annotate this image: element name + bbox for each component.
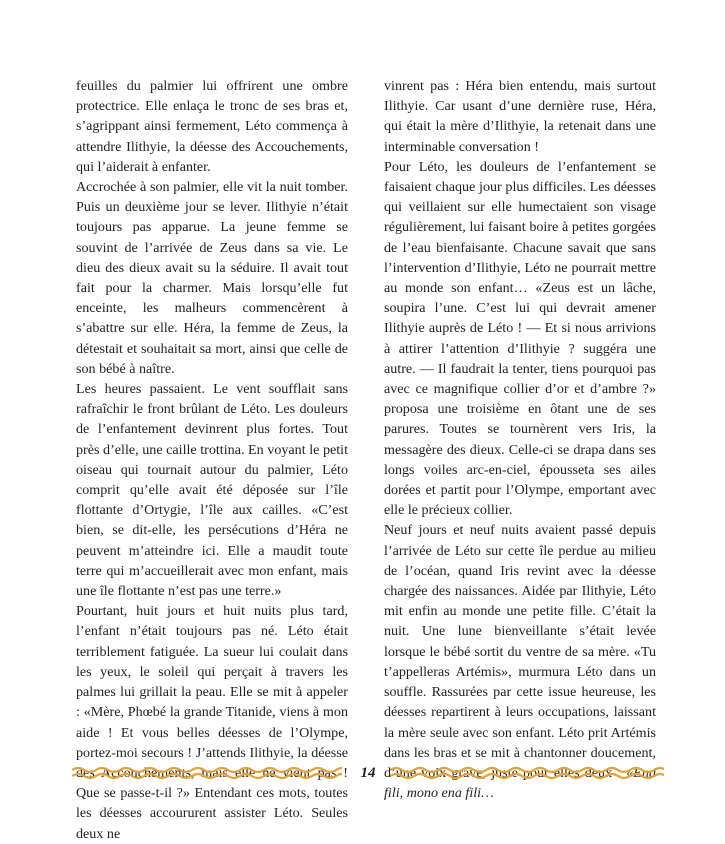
- paragraph: Les heures passaient. Le vent soufflait sans rafraîchir le front brûlant de Léto. Les douleurs de l’enfantement devinrent plus fortes. Tout près d’elle, une caille trottina. En voyant le petit oiseau qui tournait autour du palmier, Léto comprit qu’elle avait été déposée sur l’île flottante d’Ortygie, l’île aux cailles. «C’est bien, se dit-elle, les persécutions d’Héra ne peuvent m’atteindre ici. Elle a maudit toute terre qui m’accueillerait avec mon enfant, mais une île flottante n’est pas une terre.»: [76, 381, 348, 600]
- page-footer: [72, 762, 664, 786]
- paragraph-text: Neuf jours et neuf nuits avaient passé depuis l’arrivée de Léto sur cette île perdue au milieu de l’océan, quand Iris revint avec la déesse chargée des naissances. Aidée par Ilithyie, Léto mit enfin au monde une petite fille. C’était la nuit. Une lune bienveillante s’était levée lorsque le bébé sortit du ventre de sa mère. «Tu t’appelleras Artémis», murmura Léto dans un souffle. Rassurées par cette issue heureuse, les déesses repartirent à leurs occupations, laissant la mère seule avec son enfant. Léto prit Artémis dans les bras et se mit à chantonner doucement, d’une voix grave, juste pour elles deux :: [384, 522, 656, 781]
- left-column: [76, 76, 348, 844]
- paragraph: feuilles du palmier lui offrirent une ombre protectrice. Elle enlaça le tronc de ses bras et, s’agrippant ainsi fermement, Léto commença à attendre Ilithyie, la déesse des Accouchements, qui l’aiderait à enfanter.: [76, 78, 348, 175]
- paragraph: Pour Léto, les douleurs de l’enfantement se faisaient chaque jour plus difficiles. Les déesses qui veillaient sur elle humectaient son visage régulièrement, lui faisant boire à petites gorgées de l’eau bienfaisante. Chacune savait que sans l’intervention d’Ilithyie, Léto ne pourrait mettre au monde son enfant… «Zeus est un lâche, soupira l’une. C’est lui qui devrait amener Ilithyie auprès de Léto ! — Et si nous arrivions à attirer l’attention d’Ilithyie ? suggéra une autre. — Il faudrait la tenter, tiens pourquoi pas avec ce magnifique collier d’or et d’ambre ?» proposa une troisième en ôtant une de ses parures. Toutes se tournèrent vers Iris, la messagère des dieux. Celle-ci se drapa dans ses longs voiles arc-en-ciel, épousseta ses ailes dorées et partit pour l’Olympe, emportant avec elle le précieux collier.: [384, 158, 656, 519]
- right-column: [384, 76, 656, 803]
- paragraph: Accrochée à son palmier, elle vit la nuit tomber. Puis un deuxième jour se lever. Ilithyie n’était toujours pas apparue. La jeune femme se souvint de l’arrivée de Zeus dans sa vie. Le dieu des dieux avait su la séduire. Il avait tout fait pour la charmer. Mais lorsqu’elle fut enceinte, les malheurs commencèrent à s’abattre sur elle. Héra, la femme de Zeus, la détestait et souhaitait sa mort, ainsi que celle de son bébé à naître.: [76, 179, 348, 377]
- page-number: 14: [360, 765, 376, 781]
- wave-border-icon: [72, 766, 342, 780]
- paragraph: vinrent pas : Héra bien entendu, mais surtout Ilithyie. Car usant d’une dernière ruse, Héra, qui était la mère d’Ilithyie, la retenait dans une interminable conversation !: [384, 78, 656, 155]
- paragraph: Pourtant, huit jours et huit nuits plus tard, l’enfant n’était toujours pas né. Léto était terriblement fatiguée. La sueur lui coulait dans les yeux, le soleil qui perçait à travers les palmes lui grillait la peau. Elle se mit à appeler : «Mère, Phœbé la grande Titanide, viens à mon aide ! Et vous belles déesses de l’Olympe, portez-moi secours ! J’attends Ilithyie, la déesse des Accouchements, mais elle ne vient pas ! Que se passe-t-il ?» Entendant ces mots, toutes les déesses accoururent assister Léto. Seules deux ne: [76, 603, 348, 842]
- song-lyric: «Ena fili, mono ena fili…: [384, 764, 656, 802]
- paragraph: [384, 520, 656, 803]
- wave-border-icon: [390, 766, 664, 780]
